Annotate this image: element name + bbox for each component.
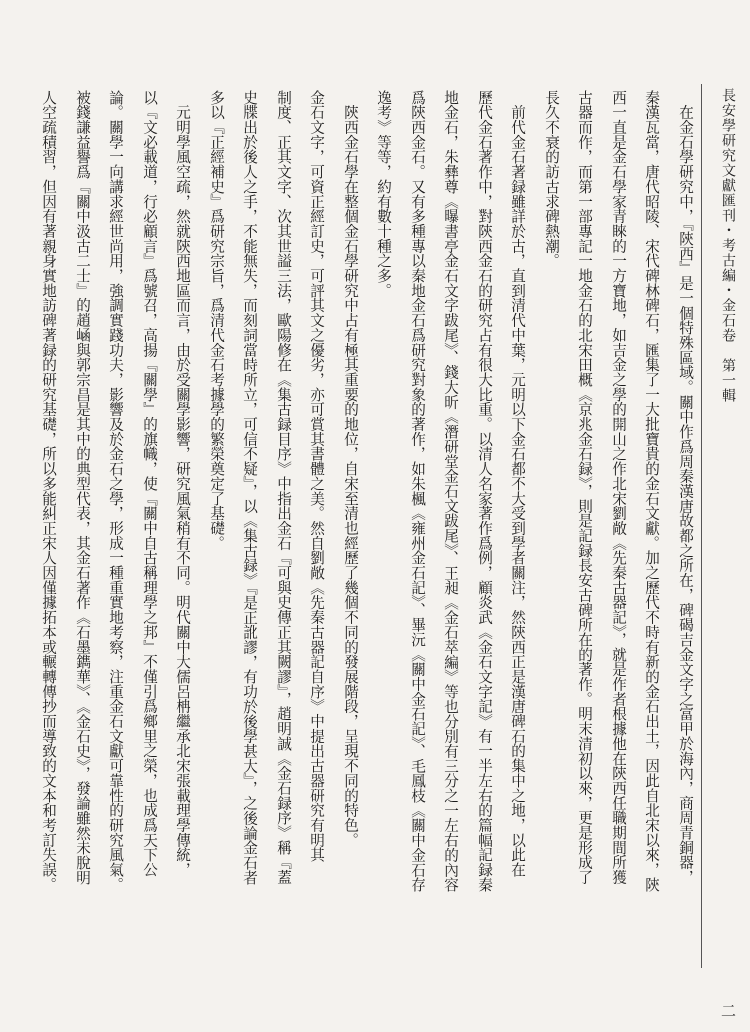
text-column: 在金石學研究中，『陝西』是一個特殊區域。關中作爲周秦漢唐故都之所在，碑碣吉金文字之富甲於海內，商周青銅器， [677, 90, 694, 885]
text-column: 人空疏積習，但因有著親身實地訪碑著録的研究基礎，所以多能糾正宋人因僅據拓本或輾轉傳抄而導致的文本和考訂失誤。 [40, 90, 57, 892]
text-column: 長久不衰的訪古求碑熱潮。 [543, 90, 560, 269]
text-column: 逸考》等等，約有數十種之多。 [375, 90, 392, 298]
text-column: 爲陝西金石。又有多種專以秦地金石爲研究對象的著作，如朱楓《雍州金石記》、畢沅《關中金石記》、毛鳳枝《關中金石存 [409, 90, 426, 893]
text-column: 史牒出於後人之手，不能無失，而刻詞當時所立，可信不疑』，以《集古録》『是正訛謬，有功於後學甚大』，之後論金石者 [241, 90, 258, 885]
text-column: 多以『正經補史』爲研究宗旨，爲清代金石考據學的繁榮奠定了基礎。 [208, 90, 225, 551]
text-column: 陝西金石學在整個金石學研究中占有極其重要的地位，自宋至清也經歷了幾個不同的發展階段，呈現不同的特色。 [342, 90, 359, 848]
text-column: 制度、正其文字、次其世謚三法，歐陽修在《集古録目序》中指出金石『可與史傳正其闕謬』，趙明誠《金石録序》稱『蓋 [275, 90, 292, 885]
running-header: 長安學研究文獻匯刊・考古編・金石卷 第一輯 [720, 88, 736, 403]
text-column: 秦漢瓦當，唐代昭陵、宋代碑林碑石，匯集了一大批寶貴的金石文獻。加之歷代不時有新的金石出土，因此自北宋以來，陝 [643, 90, 660, 892]
text-column: 論。關學一向講求經世尚用，強調實踐功夫，影響及於金石之學，形成一種重實地考察，注重金石文獻可靠性的研究風氣。 [107, 90, 124, 892]
text-column: 以『文必載道，行必顧言』爲號召，高揚『關學』的旗幟，使『關中自古稱理學之邦』不僅引爲鄉里之榮，也成爲天下公 [141, 90, 158, 878]
text-column: 西一直是金石學家青睞的一方寶地，如吉金之學的開山之作北宋劉敞《先秦古器記》，就是作者根據他在陝西任職期間所獲 [610, 90, 627, 885]
text-column: 被錢謙益譽爲『關中汲古二士』的趙崡與郭宗昌是其中的典型代表，其金石著作《石墨鐫華》、《金石史》，發論雖然未脫明 [74, 90, 91, 885]
text-column: 古器而作，而第一部專記一地金石的北宋田概《京兆金石録》，則是記録長安古碑所在的著作。明末清初以來，更是形成了 [576, 90, 593, 885]
page-number: 二 [720, 1002, 736, 1020]
text-column: 金石文字，可資正經訂史，可評其文之優劣，亦可賞其書體之美。然自劉敞《先秦古器記自序》中提出古器研究有明其 [308, 90, 325, 863]
text-column: 歷代金石著作中，對陝西金石的研究占有很大比重。以清人名家著作爲例，顧炎武《金石文字記》有一半左右的篇幅記録秦 [476, 90, 493, 892]
text-column: 地金石，朱彝尊《曝書亭金石文字跋尾》、錢大昕《潛研堂金石文跋尾》、王昶《金石萃編》等也分別有三分之一左右的內容 [442, 90, 459, 893]
header-divider [701, 84, 702, 968]
text-column: 前代金石著録雖詳於古，直到清代中葉，元明以下金石都不大受到學者關注，然陝西正是漢唐碑石的集中之地，以此在 [509, 90, 526, 878]
text-column: 元明學風空疏，然就陝西地區而言，由於受關學影響，研究風氣稍有不同。明代關中大儒呂柟繼承北宋張載理學傳統， [174, 90, 191, 878]
